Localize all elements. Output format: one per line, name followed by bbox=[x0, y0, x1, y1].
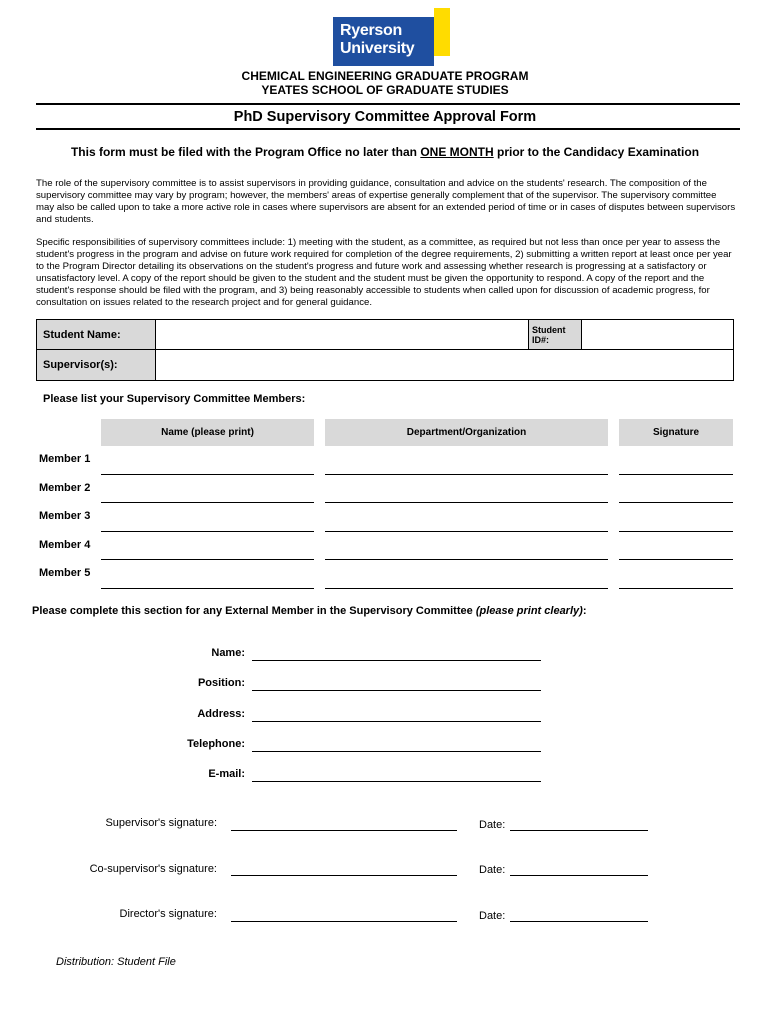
column-signature: Signature bbox=[619, 419, 733, 446]
member-3-signature-line[interactable] bbox=[619, 531, 733, 532]
form-title: PhD Supervisory Committee Approval Form bbox=[233, 109, 537, 125]
filing-notice bbox=[0, 145, 770, 159]
cosupervisor-date-label: Date: bbox=[479, 864, 506, 876]
member-3-dept-line[interactable] bbox=[325, 531, 608, 532]
external-address-label: Address: bbox=[197, 708, 245, 720]
external-telephone-line[interactable] bbox=[252, 751, 541, 752]
supervisor-field[interactable] bbox=[156, 350, 733, 380]
member-2-dept-line[interactable] bbox=[325, 502, 608, 503]
notice-emphasis: ONE MONTH bbox=[420, 145, 494, 159]
role-paragraph: The role of the supervisory committee is to assist supervisors in providing guidance, consultation and advice on the students' research. The composition of the supervisory committee may vary by program; however, the members' areas of expertise generally complement that of the supervisor. The supervisory committee may also be called upon to take a more active role in cases where supervisors are absent for an extended period of time or in cases of disputes between supervisors and students. bbox=[36, 178, 736, 225]
external-instruction bbox=[32, 605, 586, 617]
member-1-signature-line[interactable] bbox=[619, 474, 733, 475]
member-2-label: Member 2 bbox=[39, 482, 91, 494]
director-date-line[interactable] bbox=[510, 921, 648, 922]
member-2-signature-line[interactable] bbox=[619, 502, 733, 503]
cosupervisor-signature-label: Co-supervisor's signature: bbox=[89, 863, 217, 875]
column-department: Department/Organization bbox=[325, 419, 608, 446]
external-position-label: Position: bbox=[197, 677, 245, 689]
supervisor-label: Supervisor(s): bbox=[37, 350, 156, 380]
logo-text bbox=[340, 22, 414, 58]
external-name-label: Name: bbox=[211, 647, 245, 659]
committee-instruction: Please list your Supervisory Committee Members: bbox=[43, 393, 306, 405]
external-instruction-italic: (please print clearly) bbox=[475, 605, 583, 617]
external-telephone-label: Telephone: bbox=[187, 738, 245, 750]
member-5-name-line[interactable] bbox=[101, 588, 314, 589]
member-4-label: Member 4 bbox=[39, 539, 91, 551]
supervisor-date-label: Date: bbox=[479, 819, 506, 831]
notice-text-after: prior to the Candidacy Examination bbox=[493, 145, 700, 159]
distribution-note: Distribution: Student File bbox=[56, 956, 176, 968]
title-rule-bottom bbox=[36, 128, 740, 130]
member-5-label: Member 5 bbox=[39, 567, 91, 579]
member-4-name-line[interactable] bbox=[101, 559, 314, 560]
director-signature-line[interactable] bbox=[231, 921, 457, 922]
supervisor-signature-label: Supervisor's signature: bbox=[105, 817, 217, 829]
director-date-label: Date: bbox=[479, 910, 506, 922]
student-name-field[interactable] bbox=[156, 320, 529, 350]
member-5-signature-line[interactable] bbox=[619, 588, 733, 589]
member-4-signature-line[interactable] bbox=[619, 559, 733, 560]
title-rule-top bbox=[36, 103, 740, 105]
member-1-dept-line[interactable] bbox=[325, 474, 608, 475]
member-2-name-line[interactable] bbox=[101, 502, 314, 503]
student-info-table bbox=[36, 319, 734, 381]
external-email-label: E-mail: bbox=[208, 768, 245, 780]
supervisor-signature-line[interactable] bbox=[231, 830, 457, 831]
member-1-name-line[interactable] bbox=[101, 474, 314, 475]
student-id-label: Student ID#: bbox=[529, 320, 582, 350]
logo-line2: University bbox=[340, 40, 415, 57]
ryerson-logo bbox=[333, 8, 451, 66]
responsibilities-paragraph: Specific responsibilities of supervisory committees include: 1) meeting with the student, as a committee, as required but not less than once per year to assess the student's progress in the program and advise on future work required for completion of the degree requirements, 2) submitting a written report at least once per year to the Program Director detailing its observations on the student's progress and future work and assessing whether research is progressing at a satisfactory or unsatisfactory level. A copy of the report should be given to the student and the student must be given the opportunity to respond. A copy of the report and the student's response should be filed with the program, and 3) being reasonably accessible to students when called upon for discussion of academic progress, for consultation on issues related to the research project and for general guidance. bbox=[36, 237, 732, 308]
director-signature-label: Director's signature: bbox=[119, 908, 217, 920]
member-5-dept-line[interactable] bbox=[325, 588, 608, 589]
logo-line1: Ryerson bbox=[340, 22, 402, 39]
member-3-label: Member 3 bbox=[39, 510, 91, 522]
column-name: Name (please print) bbox=[101, 419, 314, 446]
member-3-name-line[interactable] bbox=[101, 531, 314, 532]
external-instruction-end: : bbox=[582, 605, 587, 617]
external-email-line[interactable] bbox=[252, 781, 541, 782]
student-name-label: Student Name: bbox=[37, 320, 156, 350]
cosupervisor-date-line[interactable] bbox=[510, 875, 648, 876]
member-1-label: Member 1 bbox=[39, 453, 91, 465]
program-heading: CHEMICAL ENGINEERING GRADUATE PROGRAM bbox=[241, 69, 529, 83]
logo-yellow-bar bbox=[434, 8, 450, 56]
notice-text-before: This form must be filed with the Program Office no later than bbox=[70, 145, 421, 159]
external-address-line[interactable] bbox=[252, 721, 541, 722]
school-heading: YEATES SCHOOL OF GRADUATE STUDIES bbox=[261, 83, 509, 97]
cosupervisor-signature-line[interactable] bbox=[231, 875, 457, 876]
external-instruction-text: Please complete this section for any External Member in the Supervisory Committee bbox=[32, 605, 476, 617]
supervisor-date-line[interactable] bbox=[510, 830, 648, 831]
student-id-field[interactable] bbox=[582, 320, 733, 350]
external-position-line[interactable] bbox=[252, 690, 541, 691]
member-4-dept-line[interactable] bbox=[325, 559, 608, 560]
external-name-line[interactable] bbox=[252, 660, 541, 661]
